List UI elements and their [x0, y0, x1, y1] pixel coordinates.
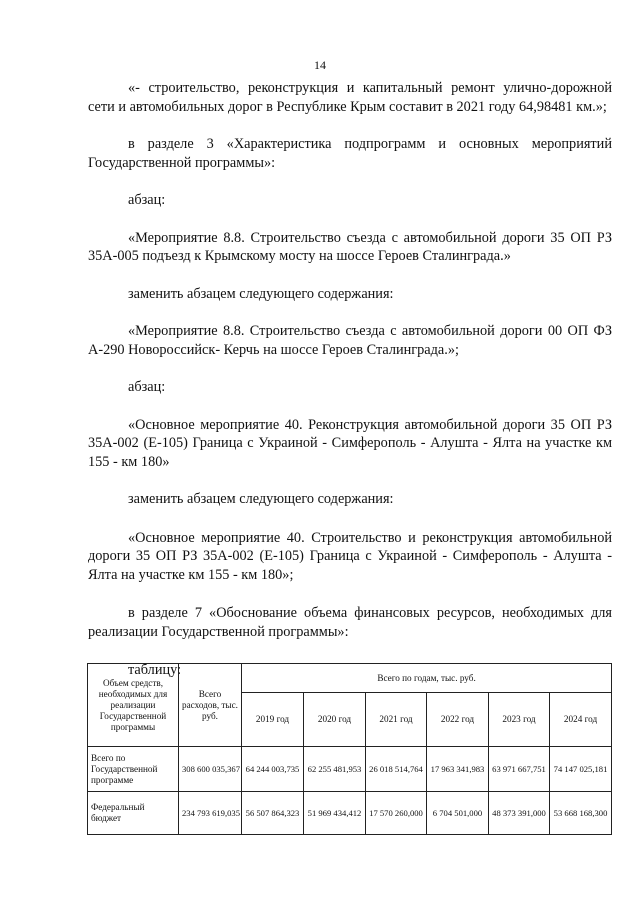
- paragraph-replace-2: заменить абзацем следующего содержания:: [128, 491, 394, 507]
- paragraph-measure-8-8-old: «Мероприятие 8.8. Строительство съезда с автомобильной дороги 35 ОП РЗ 35А-005 подъезд к Крымскому мосту на шоссе Героев Сталинграда.»: [88, 229, 612, 264]
- paragraph-abzac-1: абзац:: [128, 192, 166, 208]
- header-year-2023: 2023 год: [489, 693, 550, 747]
- cell-total: 234 793 619,035: [179, 792, 242, 835]
- header-year-2021: 2021 год: [366, 693, 427, 747]
- table-row: [88, 747, 612, 792]
- header-year-2022: 2022 год: [427, 693, 489, 747]
- document-body: [88, 79, 612, 680]
- cell-2023: 63 971 667,751: [489, 747, 550, 792]
- header-year-2019: 2019 год: [242, 693, 304, 747]
- header-year-2024: 2024 год: [550, 693, 612, 747]
- cell-2024: 53 668 168,300: [550, 792, 612, 835]
- paragraph-abzac-2: абзац:: [128, 379, 166, 395]
- cell-2022: 17 963 341,983: [427, 747, 489, 792]
- cell-2021: 17 570 260,000: [366, 792, 427, 835]
- table-header-row: [88, 664, 612, 693]
- paragraph-measure-40-new: «Основное мероприятие 40. Строительство и реконструкция автомобильной дороги 35 ОП РЗ 35А-002 (Е-105) Граница с Украиной - Симферополь - Алушта - Ялта на участке км 155 - км 180»;: [88, 529, 612, 583]
- header-funding-volume: Объем средств, необходимых для реализации Государственной программы: [88, 664, 179, 747]
- header-by-years: Всего по годам, тыс. руб.: [242, 664, 612, 693]
- paragraph-section-7: в разделе 7 «Обоснование объема финансовых ресурсов, необходимых для реализации Государственной программы»:: [88, 605, 612, 640]
- cell-2024: 74 147 025,181: [550, 747, 612, 792]
- table-row: [88, 792, 612, 835]
- paragraph-section-3: в разделе 3 «Характеристика подпрограмм и основных мероприятий Государственной программы»:: [88, 136, 612, 171]
- row-label-federal-budget: Федеральный бюджет: [88, 792, 179, 835]
- financing-table: [87, 663, 612, 835]
- row-label-total-program: Всего по Государственной программе: [88, 747, 179, 792]
- paragraph-measure-40-old: «Основное мероприятие 40. Реконструкция автомобильной дороги 35 ОП РЗ 35А-002 (Е-105) Граница с Украиной - Симферополь - Алушта - Ялта на участке км 155 - км 180»: [88, 416, 612, 470]
- paragraph-replace-1: заменить абзацем следующего содержания:: [128, 285, 394, 302]
- header-total-expenses: Всего расходов, тыс. руб.: [179, 664, 242, 747]
- cell-2019: 64 244 003,735: [242, 747, 304, 792]
- cell-total: 308 600 035,367: [179, 747, 242, 792]
- paragraph-road-construction: «- строительство, реконструкция и капитальный ремонт улично-дорожной сети и автомобильных дорог в Республике Крым составит в 2021 году 64,98481 км.»;: [88, 80, 612, 115]
- cell-2019: 56 507 864,323: [242, 792, 304, 835]
- cell-2020: 62 255 481,953: [304, 747, 366, 792]
- page-number: 14: [314, 58, 326, 72]
- paragraph-measure-8-8-new: «Мероприятие 8.8. Строительство съезда с автомобильной дороги 00 ОП ФЗ А-290 Новороссийск- Керчь на шоссе Героев Сталинграда.»;: [88, 323, 612, 358]
- cell-2023: 48 373 391,000: [489, 792, 550, 835]
- header-year-2020: 2020 год: [304, 693, 366, 747]
- cell-2022: 6 704 501,000: [427, 792, 489, 835]
- cell-2020: 51 969 434,412: [304, 792, 366, 835]
- cell-2021: 26 018 514,764: [366, 747, 427, 792]
- paragraph-table-intro: таблицу:: [128, 662, 182, 678]
